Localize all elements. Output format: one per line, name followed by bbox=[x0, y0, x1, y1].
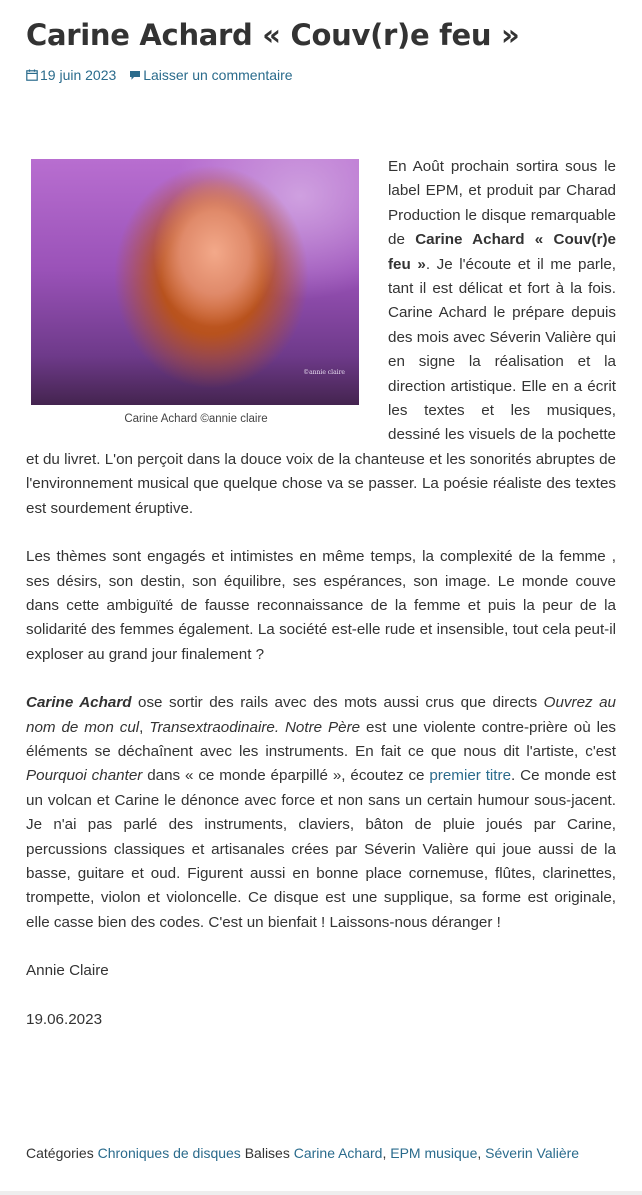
calendar-icon bbox=[26, 69, 38, 81]
sign-date: 19.06.2023 bbox=[26, 1010, 103, 1028]
categories-label: Catégories bbox=[26, 1145, 94, 1161]
artist-photo bbox=[31, 159, 359, 405]
category-link[interactable]: Chroniques de disques bbox=[97, 1145, 241, 1161]
tag-link[interactable]: Carine Achard bbox=[293, 1145, 383, 1161]
p1-text-a: En Août prochain sortira sous le label EPM, et produit par Charad Production le disque remarquable de bbox=[388, 158, 616, 249]
paragraph-3 bbox=[26, 691, 616, 935]
paragraph-2: Les thèmes sont engagés et intimistes en même temps, la complexité de la femme , ses désirs, son destin, son équilibre, ses espérances, son image. Le monde couve dans cette ambiguïté de fausse reconnaissance de la femme et puis la peur de la solidarité des femmes également. La société est-elle rude et insensible, tout cela peut-il exploser au grand jour finalement ? bbox=[26, 548, 616, 663]
p1-bold-title: Carine Achard « Couv(r)e feu » bbox=[388, 231, 616, 273]
comment-link-wrap[interactable] bbox=[129, 67, 292, 83]
post-content bbox=[26, 155, 616, 1056]
premier-titre-link[interactable]: premier titre bbox=[429, 767, 512, 785]
p3-artist-name: Carine Achard bbox=[26, 694, 132, 712]
post-date[interactable] bbox=[26, 67, 116, 83]
p3-text-c: dans « ce monde éparpillé », écoutez ce bbox=[142, 767, 430, 785]
signature: Annie Claire bbox=[26, 962, 109, 980]
tag-sep: , bbox=[477, 1145, 486, 1161]
comment-icon bbox=[129, 70, 141, 81]
p3-text-a: ose sortir des rails avec des mots aussi crus que directs bbox=[131, 694, 544, 712]
p1-text-c: . Je l'écoute et il me parle, tant il est délicat et fort à la fois. Carine Achard le prépare depuis des mois avec Séverin Valière qui en signe la réalisation et la direction artistique. Elle en a écrit les textes et les musiques, dessiné les visuels de la pochette et du livret. L'on perçoit dans la douce voix de la chanteuse et les sonorités abruptes de l'environnement musical que quelque chose va se passer. La poésie réaliste des textes est sourdement éruptive. bbox=[26, 255, 616, 517]
post-date-link[interactable]: 19 juin 2023 bbox=[40, 67, 117, 83]
figure bbox=[26, 159, 366, 427]
photo-caption: Carine Achard ©annie claire bbox=[124, 413, 268, 425]
tags-label: Balises bbox=[244, 1145, 290, 1161]
bottom-divider bbox=[0, 1191, 642, 1195]
post-meta bbox=[26, 67, 302, 83]
tag-sep: , bbox=[382, 1145, 391, 1161]
tag-link[interactable]: Séverin Valière bbox=[485, 1145, 580, 1161]
comment-link[interactable]: Laisser un commentaire bbox=[143, 67, 293, 83]
p3-sep: , bbox=[139, 718, 150, 736]
p3-title-3: Pourquoi chanter bbox=[26, 767, 143, 785]
tag-link[interactable]: EPM musique bbox=[390, 1145, 478, 1161]
p3-text-d: . Ce monde est un volcan et Carine le dénonce avec force et non sans un certain humour sous-jacent. Je n'ai pas parlé des instruments, claviers, bâton de pluie joués par Carine, percussions classiques et artisanales crées par Séverin Valière qui joue aussi de la basse, guitare et oud. Figurent aussi en bonne place cornemuse, flûtes, clarinettes, trompette, violon et violoncelle. Ce disque est une supplique, sa forme est originale, elle casse bien des codes. C'est un bienfait ! Laissons-nous déranger ! bbox=[26, 767, 616, 931]
p3-title-1: Ouvrez au nom de mon cul bbox=[26, 694, 617, 736]
post-footer bbox=[26, 1145, 579, 1161]
p3-title-2: Transextraodinaire. Notre Père bbox=[149, 718, 361, 736]
p3-text-b: est une violente contre-prière où les éléments se déchaînent avec les instruments. En fait ce que nous dit l'artiste, c'est bbox=[26, 718, 616, 760]
photo-watermark: ©annie claire bbox=[303, 368, 345, 376]
post-title: Carine Achard « Couv(r)e feu » bbox=[26, 18, 520, 52]
